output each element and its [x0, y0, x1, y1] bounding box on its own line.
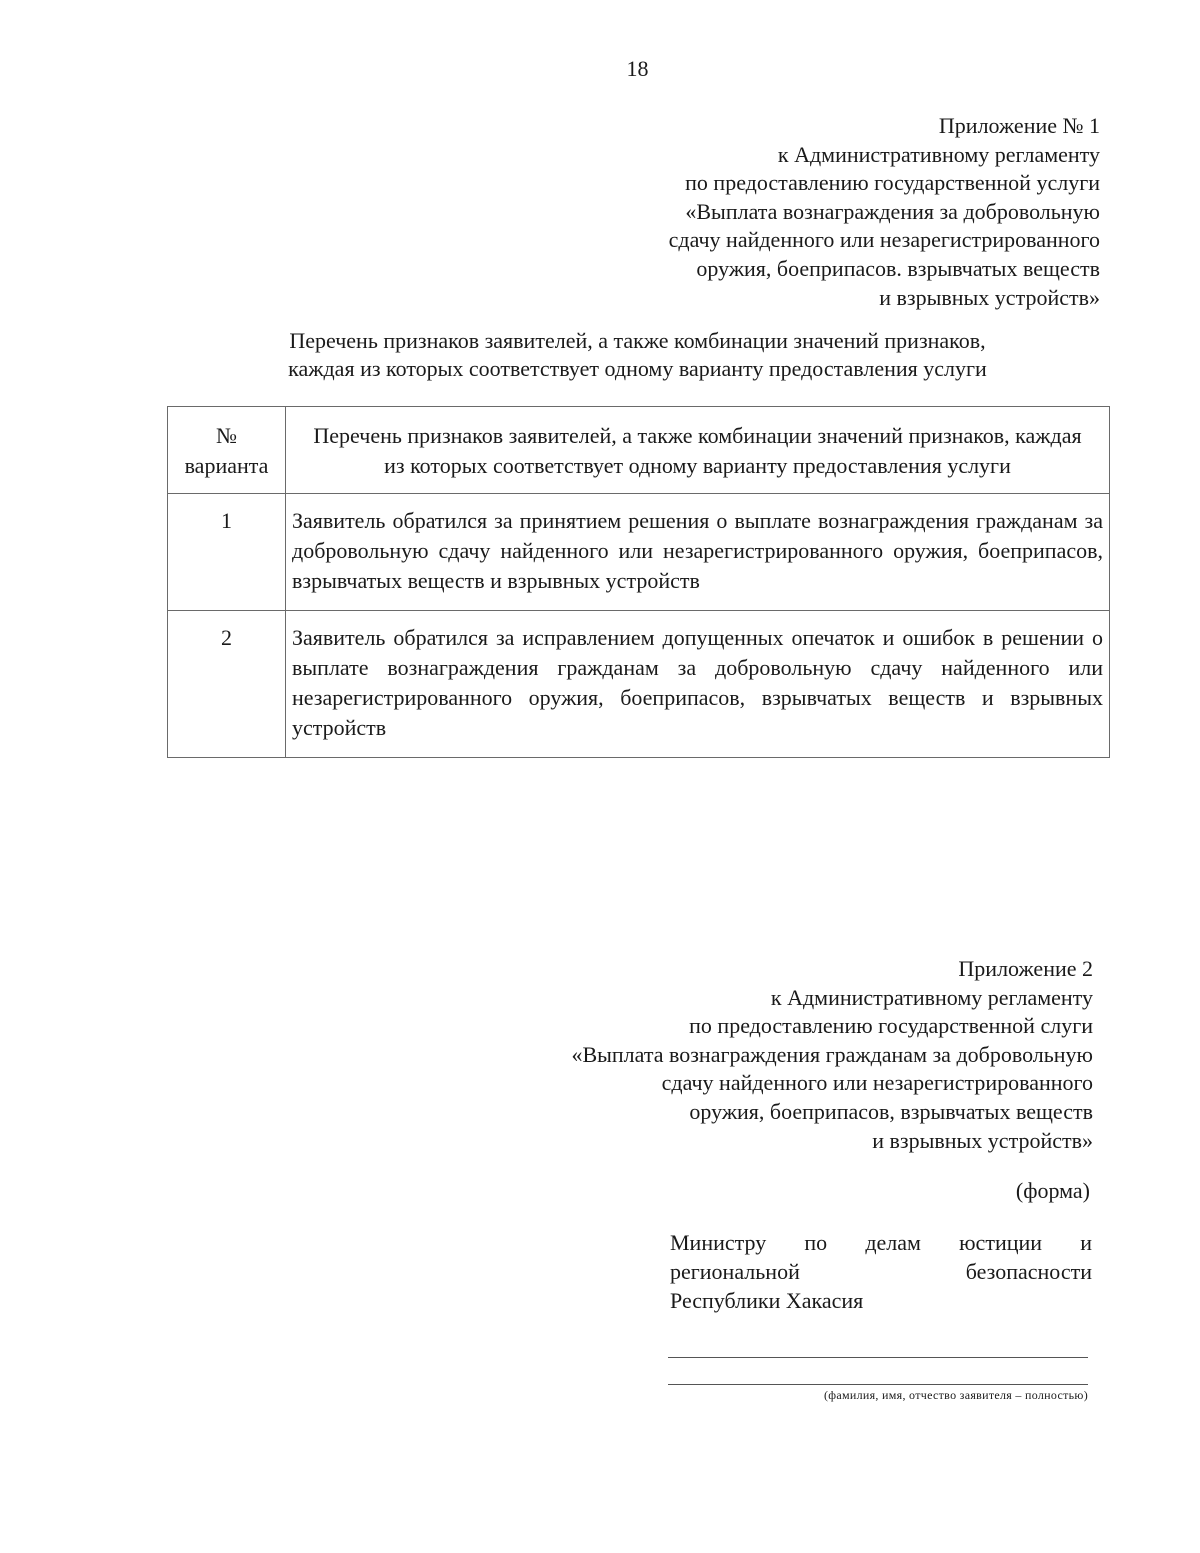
variants-table [167, 406, 1110, 758]
list-title-line: Перечень признаков заявителей, а также комбинации значений признаков, [289, 328, 986, 353]
appendix-1-line: Приложение № 1 [938, 113, 1100, 138]
addressee-word: делам [865, 1230, 921, 1255]
signature-caption: (фамилия, имя, отчество заявителя – полностью) [823, 1388, 1088, 1402]
variant-number: 2 [168, 611, 286, 758]
table-row [168, 494, 1110, 611]
header-num-label: варианта [184, 453, 269, 478]
table-row [168, 611, 1110, 758]
addressee-line-2 [670, 1257, 1092, 1286]
addressee-word: по [804, 1230, 828, 1255]
addressee-line-3: Республики Хакасия [670, 1288, 864, 1313]
appendix-2-line: оружия, боеприпасов, взрывчатых веществ [689, 1098, 1093, 1124]
appendix-1-line: и взрывных устройств» [879, 284, 1100, 310]
appendix-1-line: оружия, боеприпасов. взрывчатых веществ [696, 255, 1100, 281]
appendix-2-line: к Административному регламенту [770, 984, 1093, 1010]
appendix-2-line: «Выплата вознаграждения гражданам за добровольную [571, 1041, 1093, 1067]
addressee-line-1 [670, 1228, 1092, 1257]
appendix-2-line: Приложение 2 [958, 956, 1093, 981]
appendix-1-line: по предоставлению государственной услуги [685, 170, 1100, 196]
variant-description: Заявитель обратился за принятием решения о выплате вознаграждения гражданам за добровольную сдачу найденного или незарегистрированного оружия, боеприпасов, взрывчатых веществ и взрывных устройств [286, 494, 1110, 611]
appendix-2-line: и взрывных устройств» [872, 1127, 1093, 1153]
signature-line [668, 1357, 1088, 1358]
header-variant-number [168, 407, 286, 494]
list-title [0, 327, 1200, 383]
addressee-word: и [1080, 1230, 1092, 1255]
addressee-word: региональной [670, 1259, 800, 1284]
form-label: (форма) [1015, 1178, 1090, 1203]
table-header-row [168, 407, 1110, 494]
appendix-2-header [571, 955, 1093, 1155]
page-number: 18 [626, 56, 649, 81]
variant-description: Заявитель обратился за исправлением допущенных опечаток и ошибок в решении о выплате вознаграждения гражданам за добровольную сдачу найденного или незарегистрированного оружия, боеприпасов, взрывчатых веществ и взрывных устройств [286, 611, 1110, 758]
header-num-symbol: № [216, 423, 237, 448]
appendix-1-line: сдачу найденного или незарегистрированного [668, 227, 1100, 253]
addressee-word: безопасности [965, 1259, 1092, 1284]
appendix-2-line: по предоставлению государственной слуги [689, 1013, 1093, 1039]
addressee-word: юстиции [959, 1230, 1043, 1255]
appendix-2-line: сдачу найденного или незарегистрированного [661, 1070, 1093, 1096]
header-description: Перечень признаков заявителей, а также комбинации значений признаков, каждая из которых соответствует одному варианту предоставления услуги [286, 407, 1110, 494]
appendix-1-line: «Выплата вознаграждения за добровольную [685, 198, 1100, 224]
signature-line [668, 1384, 1088, 1385]
appendix-1-header [669, 112, 1100, 312]
variant-number: 1 [168, 494, 286, 611]
appendix-1-line: к Административному регламенту [777, 141, 1100, 167]
list-title-line: каждая из которых соответствует одному варианту предоставления услуги [288, 356, 987, 381]
addressee-block [670, 1228, 1092, 1315]
addressee-word: Министру [670, 1230, 767, 1255]
